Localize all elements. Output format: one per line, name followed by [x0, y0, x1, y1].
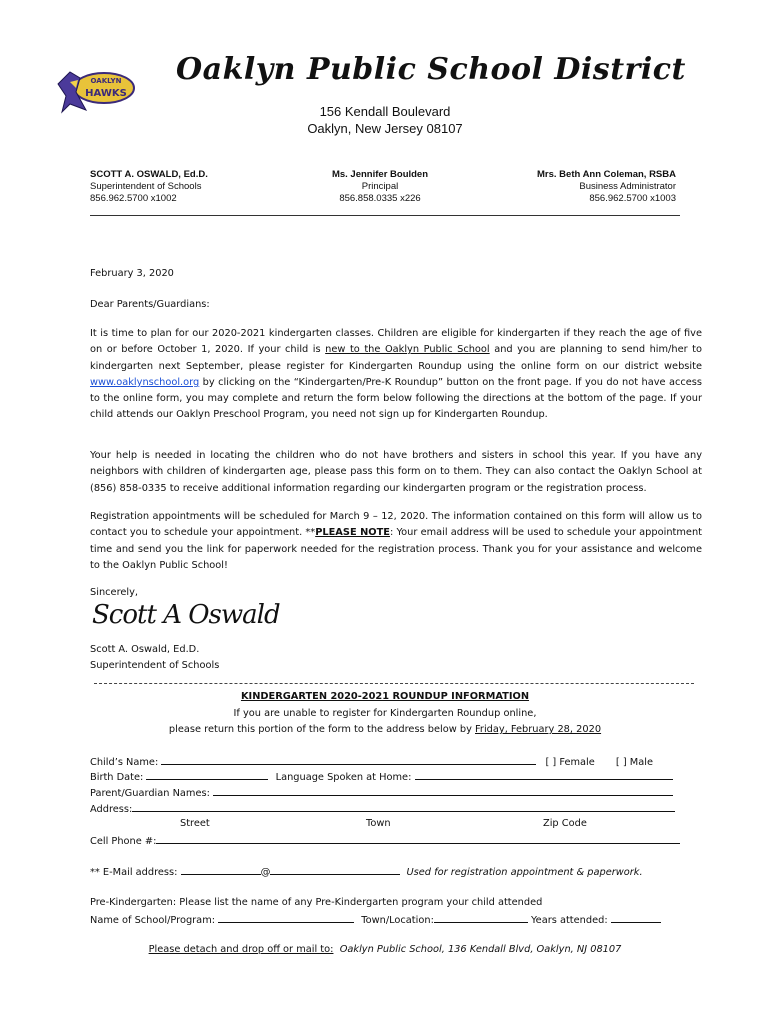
p3-text-b: : Your email address will be used to schedule your appointment time and send you the link for paperwork needed for the registration process. Thank you for your assistance and welcome to the Oaklyn Public School!: [90, 527, 703, 571]
official-title: Principal: [361, 181, 399, 192]
official-title: Business Administrator: [579, 181, 676, 192]
official-name: Ms. Jennifer Boulden: [331, 169, 429, 180]
paragraph-2: Your help is needed in locating the children who do not have brothers and sisters in school this year. If you have any neighbors with children of kindergarten age, please pass this form on to them. They can also contact the Oaklyn School at (856) 858-0335 to receive additional information regarding our kindergarten program or the registration process.: [90, 450, 702, 494]
prek-row: Pre-Kindergarten: Please list the name of any Pre-Kindergarten program your child attended: [90, 897, 543, 908]
official-phone: 856.962.5700 x1002: [90, 193, 177, 204]
language-field[interactable]: [415, 768, 673, 780]
paragraph-3: [90, 509, 702, 574]
website-link[interactable]: www.oaklynschool.org: [90, 376, 200, 388]
official-title: Superintendent of Schools: [90, 181, 202, 192]
parent-label: Parent/Guardian Names:: [90, 788, 210, 799]
closing: Sincerely,: [90, 587, 139, 598]
form-deadline: Friday, February 28, 2020: [475, 724, 602, 735]
email-note: Used for registration appointment & paperwork.: [406, 867, 643, 878]
address-label: Address:: [90, 804, 133, 815]
official-principal: [285, 169, 475, 205]
official-name: Mrs. Beth Ann Coleman, RSBA: [537, 169, 676, 180]
footer-instruction: [0, 942, 770, 958]
years-label: Years attended:: [531, 915, 608, 926]
address-field[interactable]: [132, 800, 675, 812]
town-caption: Town: [366, 818, 391, 829]
signature: Scott A Oswald: [92, 600, 280, 630]
official-name: SCOTT A. OSWALD, Ed.D.: [90, 169, 208, 180]
district-title: Oaklyn Public School District: [176, 52, 686, 87]
form-sub-1: If you are unable to register for Kindergarten Roundup online,: [233, 708, 537, 719]
school-row: [90, 911, 661, 929]
language-label: Language Spoken at Home:: [275, 772, 412, 783]
official-business-admin: [480, 169, 676, 205]
form-sub-2: [0, 722, 770, 738]
address-line-2: Oaklyn, New Jersey 08107: [307, 121, 463, 136]
letter-date: February 3, 2020: [90, 268, 174, 279]
footer-address: Oaklyn Public School, 136 Kendall Blvd, Oaklyn, NJ 08107: [339, 944, 622, 955]
official-phone: 856.962.5700 x1003: [589, 193, 676, 204]
female-checkbox[interactable]: [ ] Female: [545, 757, 595, 768]
child-name-label: Child’s Name:: [90, 757, 159, 768]
parent-field[interactable]: [213, 784, 673, 796]
p1-text-a: It is time to plan for our 2020-2021 kindergarten classes. Children are eligible for kindergarten if they reach the age of five on or before October 1, 2020. If your child is: [90, 328, 702, 356]
school-field[interactable]: [218, 911, 354, 923]
email-label: ** E-Mail address:: [90, 867, 178, 878]
header-rule: [90, 215, 680, 216]
p1-underlined: new to the Oaklyn Public School: [325, 344, 490, 356]
form-heading: KINDERGARTEN 2020-2021 ROUNDUP INFORMATION: [240, 691, 530, 702]
official-superintendent: [90, 169, 208, 205]
email-domain-field[interactable]: [270, 863, 400, 875]
official-phone: 856.858.0335 x226: [339, 193, 421, 204]
p1-text-b: and you are planning to send him/her to kindergarten next September, please register for Kindergarten Roundup using the online form on our district website: [90, 344, 702, 372]
male-checkbox[interactable]: [ ] Male: [615, 757, 653, 768]
cell-field[interactable]: [156, 832, 680, 844]
logo-text-bottom: HAWKS: [85, 88, 127, 99]
cell-row: [90, 832, 680, 850]
zip-caption: Zip Code: [543, 818, 587, 829]
paragraph-1: [90, 326, 702, 424]
school-label: Name of School/Program:: [90, 915, 216, 926]
birth-date-field[interactable]: [146, 768, 268, 780]
cell-label: Cell Phone #:: [90, 836, 157, 847]
p1-text-c: by clicking on the “Kindergarten/Pre-K Roundup” button on the front page. If you do not have access to the online form, you may complete and return the form below following the directions at the bottom of the page. If your child attends our Oaklyn Preschool Program, you need not sign up for Kindergarten Roundup.: [90, 376, 702, 421]
detach-line: [94, 683, 694, 684]
email-row: [90, 863, 643, 881]
footer-underlined: Please detach and drop off or mail to:: [148, 944, 334, 955]
email-user-field[interactable]: [181, 863, 261, 875]
signer-title: Superintendent of Schools: [90, 660, 220, 671]
street-caption: Street: [180, 818, 210, 829]
birth-date-label: Birth Date:: [90, 772, 144, 783]
p3-text-a: Registration appointments will be scheduled for March 9 – 12, 2020. The information contained on this form will allow us to contact you to schedule your appointment. **: [90, 511, 702, 539]
address-line-1: 156 Kendall Boulevard: [319, 104, 451, 119]
letter-greeting: Dear Parents/Guardians:: [90, 299, 210, 310]
town-location-label: Town/Location:: [361, 915, 434, 926]
town-location-field[interactable]: [434, 911, 528, 923]
please-note: PLEASE NOTE: [315, 527, 391, 539]
signer-name: Scott A. Oswald, Ed.D.: [90, 644, 200, 655]
years-field[interactable]: [611, 911, 661, 923]
child-name-field[interactable]: [161, 753, 536, 765]
email-at: @: [260, 867, 271, 878]
form-sub-2-text: please return this portion of the form to the address below by: [168, 724, 475, 735]
logo-text-top: OAKLYN: [90, 77, 122, 85]
